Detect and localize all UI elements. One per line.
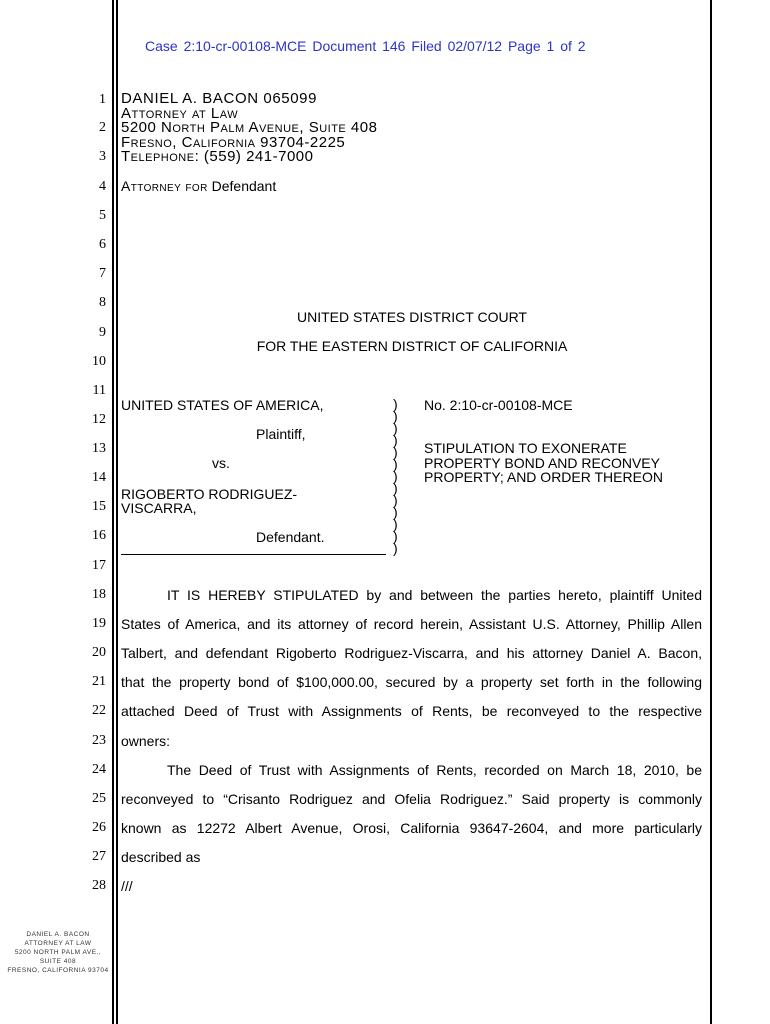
caption-paren-column: ) ) ) ) ) ) ) ) ) ) ) ) ) <box>393 396 398 556</box>
line-number: 1 <box>99 92 106 107</box>
line-number: 26 <box>92 820 106 835</box>
line-number: 23 <box>92 733 106 748</box>
attorney-role-party: Defendant <box>211 178 277 194</box>
footer-line: DANIEL A. BACON <box>26 931 90 938</box>
line-number: 20 <box>92 645 106 660</box>
line-number: 16 <box>92 528 106 543</box>
line-number: 4 <box>99 179 106 194</box>
line-number: 7 <box>99 266 106 281</box>
line-number: 11 <box>92 383 106 398</box>
document-title-line-2: PROPERTY BOND AND RECONVEY <box>424 455 660 471</box>
body-line: described as <box>121 849 201 865</box>
body-line: known as 12272 Albert Avenue, Orosi, California 93647-2604, and more particularly <box>121 820 702 836</box>
body-line: IT IS HEREBY STIPULATED by and between the parties hereto, plaintiff United <box>167 587 702 603</box>
footer-line: FRESNO, CALIFORNIA 93704 <box>7 967 109 974</box>
defendant-name-line-2: VISCARRA, <box>121 500 197 516</box>
defendant-role: Defendant. <box>256 529 325 545</box>
document-title-line-3: PROPERTY; AND ORDER THEREON <box>424 469 663 485</box>
attorney-role-prefix: Attorney for <box>121 178 208 194</box>
body-line: that the property bond of $100,000.00, secured by a property set forth in the following <box>121 674 702 690</box>
line-number: 27 <box>92 849 106 864</box>
line-number: 9 <box>99 325 106 340</box>
body-line: reconveyed to “Crisanto Rodriguez and Ofelia Rodriguez.” Said property is commonly <box>121 791 702 807</box>
attorney-address: 5200 North Palm Avenue, Suite 408 <box>121 119 378 136</box>
line-number: 8 <box>99 295 106 310</box>
line-number: 15 <box>92 499 106 514</box>
line-number: 19 <box>92 616 106 631</box>
line-number: 21 <box>92 674 106 689</box>
line-number: 22 <box>92 703 106 718</box>
plaintiff-name: UNITED STATES OF AMERICA, <box>121 397 324 413</box>
firm-footer-stamp <box>4 930 112 975</box>
continuation-mark: /// <box>121 878 133 894</box>
body-line: owners: <box>121 733 171 749</box>
versus: vs. <box>212 455 230 471</box>
document-title-line-1: STIPULATION TO EXONERATE <box>424 440 627 456</box>
right-margin-rule <box>710 0 712 1024</box>
plaintiff-role: Plaintiff, <box>256 426 306 442</box>
case-number: No. 2:10-cr-00108-MCE <box>424 397 573 413</box>
line-number: 12 <box>92 412 106 427</box>
line-number: 17 <box>92 558 106 573</box>
caption-underline <box>121 554 386 555</box>
left-margin-rule-inner <box>116 0 118 1024</box>
line-number: 13 <box>92 441 106 456</box>
body-line: attached Deed of Trust with Assignments of Rents, be reconveyed to the respective <box>121 703 702 719</box>
attorney-role <box>121 178 276 194</box>
body-line: States of America, and its attorney of record herein, Assistant U.S. Attorney, Phillip Allen <box>121 616 702 632</box>
court-district: FOR THE EASTERN DISTRICT OF CALIFORNIA <box>256 338 568 354</box>
body-line: The Deed of Trust with Assignments of Rents, recorded on March 18, 2010, be <box>167 762 702 778</box>
line-number: 10 <box>92 354 106 369</box>
line-number: 2 <box>99 120 106 135</box>
defendant-name-line-1: RIGOBERTO RODRIGUEZ- <box>121 486 298 502</box>
left-margin-rule-outer <box>112 0 114 1024</box>
line-number: 5 <box>99 208 106 223</box>
line-number: 25 <box>92 791 106 806</box>
line-number: 6 <box>99 237 106 252</box>
case-filing-stamp: Case 2:10-cr-00108-MCE Document 146 Filed 02/07/12 Page 1 of 2 <box>145 38 586 54</box>
court-name: UNITED STATES DISTRICT COURT <box>297 309 527 325</box>
line-number: 28 <box>92 878 106 893</box>
line-number: 24 <box>92 762 106 777</box>
attorney-phone: Telephone: (559) 241-7000 <box>121 148 314 165</box>
body-line: Talbert, and defendant Rigoberto Rodriguez-Viscarra, and his attorney Daniel A. Bacon, <box>121 645 702 661</box>
footer-line: 5200 NORTH PALM AVE., SUITE 408 <box>14 949 102 965</box>
attorney-title: Attorney at Law <box>121 105 239 122</box>
attorney-name: DANIEL A. BACON 065099 <box>121 90 318 107</box>
attorney-city: Fresno, California 93704-2225 <box>121 134 346 151</box>
line-number: 3 <box>99 149 106 164</box>
line-number: 18 <box>92 587 106 602</box>
footer-line: ATTORNEY AT LAW <box>24 940 92 947</box>
line-number: 14 <box>92 470 106 485</box>
